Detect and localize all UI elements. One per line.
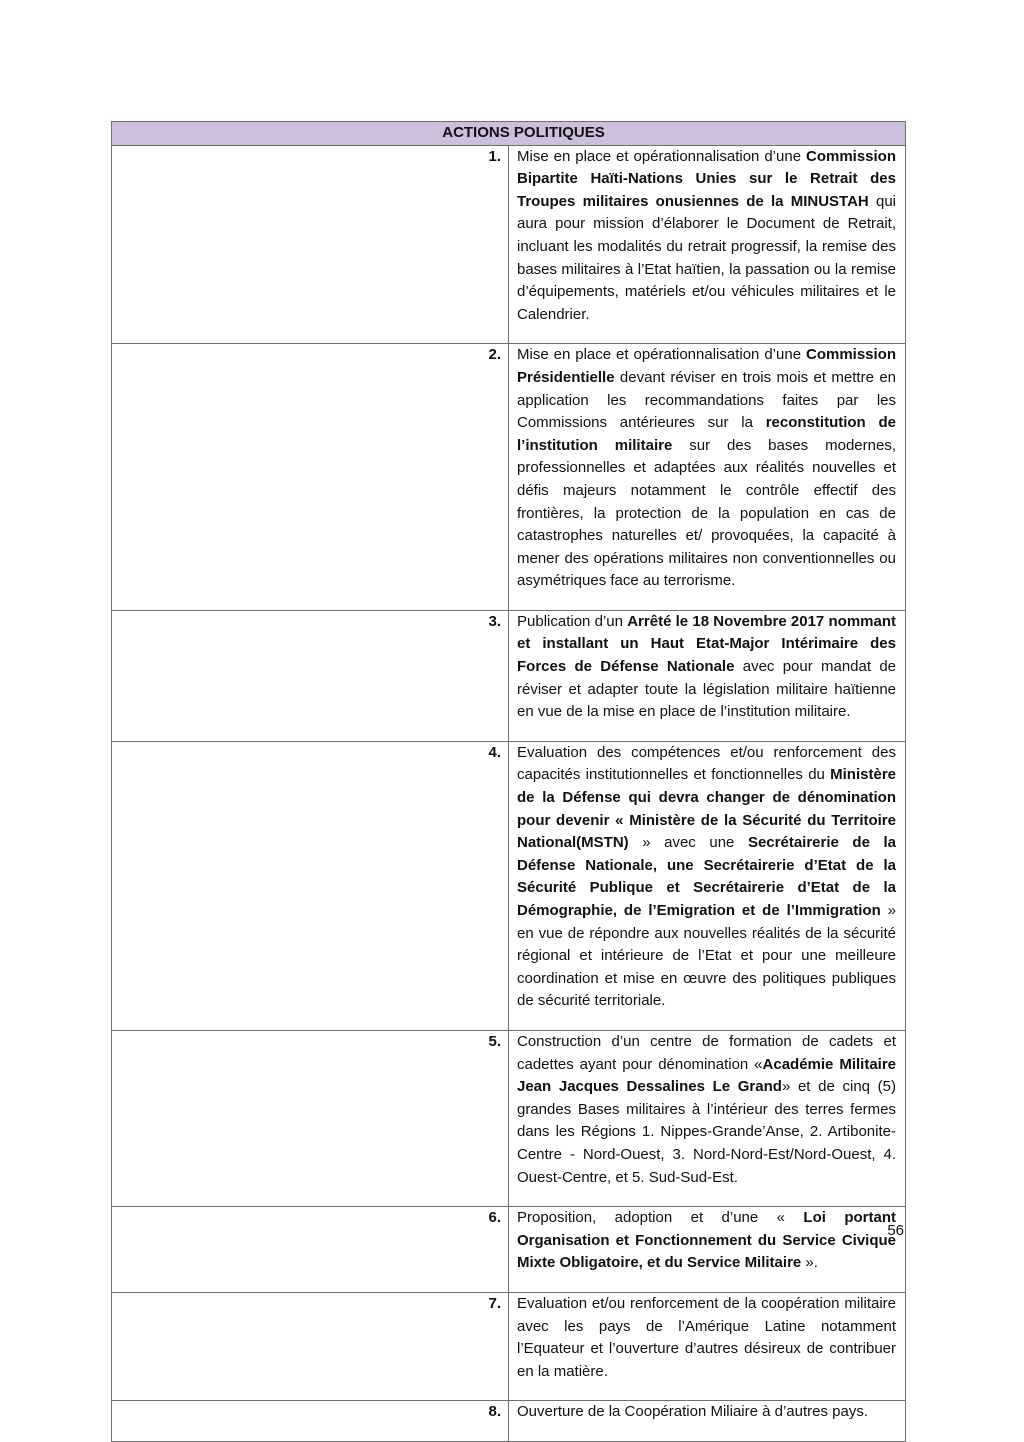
row-number: 5.	[112, 1030, 509, 1206]
text-segment: sur des bases modernes, professionnelles et adaptées aux réalités nouvelles et défis majeurs notamment le contrôle effectif des frontières, la protection de la population en cas de catastrophes naturelles et/ provoquées, la capacité à mener des opérations militaires non conventionnelles ou asymétriques face au terrorisme.	[517, 436, 896, 590]
text-segment: Mise en place et opérationnalisation d’une	[517, 346, 806, 364]
table-row	[112, 344, 906, 611]
row-number: 8.	[112, 1401, 509, 1442]
bold-text-segment: Ministère de la Défense qui devra changer de dénomination pour devenir « Ministère de la Sécurité du Territoire National(MSTN)	[517, 766, 896, 852]
bold-text-segment: Commission Bipartite Haïti-Nations Unies sur le Retrait des Troupes militaires onusiennes de la MINUSTAH	[517, 147, 896, 210]
table-row	[112, 1207, 906, 1293]
row-description	[509, 1207, 906, 1293]
table-header-row	[112, 122, 906, 146]
text-segment: devant réviser en trois mois et mettre en application les recommandations faites par les Commissions antérieures sur la	[517, 368, 896, 432]
table-row	[112, 741, 906, 1030]
table-row	[112, 145, 906, 344]
actions-politiques-table	[111, 121, 906, 1442]
row-description	[509, 1401, 906, 1442]
text-segment: Evaluation des compétences et/ou renforcement des capacités institutionnelles et fonctionnelles du	[517, 743, 896, 784]
row-description	[509, 1292, 906, 1400]
row-number: 2.	[112, 344, 509, 611]
row-number: 1.	[112, 145, 509, 344]
bold-text-segment: Commission Présidentielle	[517, 346, 896, 386]
text-segment: Ouverture de la Coopération Miliaire à d’autres pays.	[517, 1403, 869, 1421]
bold-text-segment: Arrêté le 18 Novembre 2017 nommant et installant un Haut Etat-Major Intérimaire des Forces de Défense Nationale	[517, 612, 897, 676]
table-row	[112, 1292, 906, 1400]
bold-text-segment: Loi portant Organisation et Fonctionnement du Service Civique Mixte Obligatoire, et du Service Militaire	[517, 1209, 896, 1272]
row-number: 7.	[112, 1292, 509, 1400]
row-number: 6.	[112, 1207, 509, 1293]
row-description	[509, 1030, 906, 1206]
row-description	[509, 145, 906, 344]
bold-text-segment: reconstitution de l’institution militaire	[517, 414, 897, 454]
text-segment: Publication d’un	[517, 612, 628, 630]
text-segment: Mise en place et opérationnalisation d’une	[517, 147, 806, 165]
row-description	[509, 741, 906, 1030]
text-segment: Construction d’un centre de formation de cadets et cadettes ayant pour dénomination «	[517, 1032, 896, 1073]
bold-text-segment: Secrétairerie de la Défense Nationale, une Secrétairerie d’Etat de la Sécurité Publique et Secrétairerie d’Etat de la Démographie, de l’Emigration et de l’Immigration	[517, 834, 896, 919]
row-number: 4.	[112, 741, 509, 1030]
text-segment: » et de cinq (5) grandes Bases militaires à l’intérieur des terres fermes dans les Régions 1. Nippes-Grande’Anse, 2. Artibonite-Centre - Nord-Ouest, 3. Nord-Nord-Est/Nord-Ouest, 4. Ouest-Centre, et 5. Sud-Sud-Est.	[517, 1078, 896, 1186]
table-row	[112, 1030, 906, 1206]
bold-text-segment: Académie Militaire Jean Jacques Dessalines Le Grand	[517, 1055, 897, 1096]
table-body	[112, 145, 906, 1441]
text-segment: ».	[801, 1254, 818, 1272]
text-segment: Evaluation et/ou renforcement de la coopération militaire avec les pays de l’Amérique Latine notamment l’Equateur et l’ouverture d’autres désireux de contribuer en la matière.	[517, 1294, 896, 1380]
row-description	[509, 610, 906, 741]
table-title: ACTIONS POLITIQUES	[112, 122, 906, 146]
text-segment: avec pour mandat de réviser et adapter toute la législation militaire haïtienne en vue de la mise en place de l’institution militaire.	[517, 658, 897, 721]
text-segment: » en vue de répondre aux nouvelles réalités de la sécurité régional et intérieure de l’Etat et pour une meilleure coordination et mise en œuvre des politiques publiques de sécurité territoriale.	[517, 902, 896, 1010]
text-segment: qui aura pour mission d’élaborer le Document de Retrait, incluant les modalités du retrait progressif, la remise des bases militaires à l’Etat haïtien, la passation ou la remise d’équipements, matériels et/ou véhicules militaires et le Calendrier.	[517, 192, 896, 323]
row-number: 3.	[112, 610, 509, 741]
page-number: 56	[887, 1222, 904, 1239]
table-row	[112, 610, 906, 741]
text-segment: » avec une	[628, 834, 748, 852]
table-row	[112, 1401, 906, 1442]
text-segment: Proposition, adoption et d’une «	[517, 1209, 804, 1227]
row-description	[509, 344, 906, 611]
